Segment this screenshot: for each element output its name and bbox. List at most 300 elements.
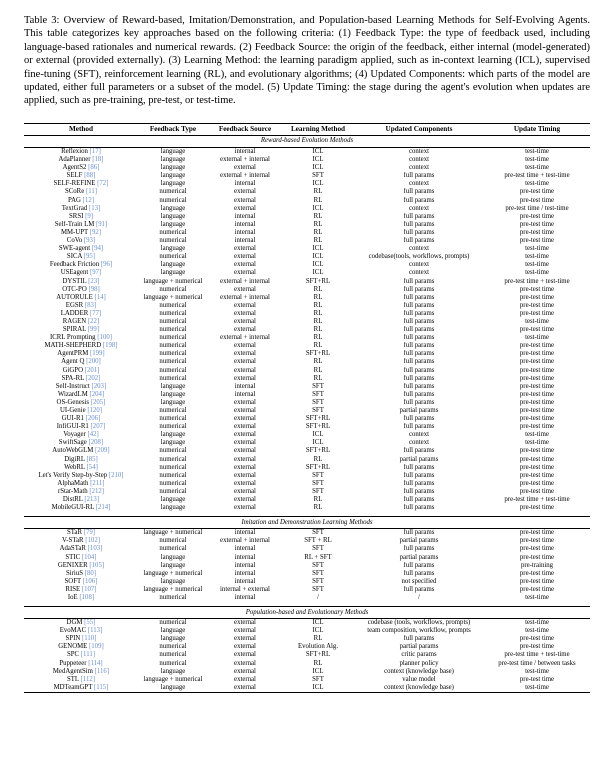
citation-link[interactable]: [210] <box>108 471 124 479</box>
citation-link[interactable]: [113] <box>87 627 103 635</box>
cell-feedback-type: language <box>160 261 186 269</box>
cell-learning-method: SFT+RL <box>305 423 331 431</box>
cell-updated-components: full params <box>403 237 435 245</box>
cell-update-timing: pre-test time <box>519 350 555 358</box>
cell-feedback-type: language <box>160 204 186 212</box>
cell-feedback-type: numerical <box>159 651 187 659</box>
cell-feedback-source: external <box>234 196 256 204</box>
cell-method <box>24 229 138 237</box>
table-row <box>24 529 590 538</box>
cell-updated-components: full params <box>403 326 435 334</box>
table-row <box>24 619 590 628</box>
method-name: MM-UPT <box>60 228 89 236</box>
table-row <box>24 415 590 423</box>
cell-feedback-type: numerical <box>159 342 187 350</box>
cell-feedback-source: external <box>234 431 256 439</box>
method-name: GENOME <box>58 643 88 651</box>
cell-method <box>24 643 138 651</box>
citation-link[interactable]: [93] <box>83 237 96 245</box>
method-name: Self-Instruct <box>55 382 90 390</box>
cell-update-timing: pre-test time <box>519 487 555 495</box>
cell-feedback-type: language + numerical <box>143 569 203 577</box>
cell-update-timing: test-time <box>525 164 549 172</box>
citation-link[interactable]: [100] <box>97 334 113 342</box>
cell-feedback-type: language <box>160 148 186 155</box>
cell-learning-method: ICL <box>312 204 324 212</box>
table-row <box>24 229 590 237</box>
method-name: WizardLM <box>57 390 88 398</box>
cell-learning-method: SFT <box>312 390 324 398</box>
cell-feedback-source: internal <box>234 529 256 537</box>
cell-updated-components: planner policy <box>399 659 439 667</box>
method-name: AlphaMath <box>57 479 89 487</box>
method-name: GUI-R1 <box>61 415 84 423</box>
cell-feedback-type: numerical <box>159 407 187 414</box>
cell-updated-components: context <box>408 431 429 439</box>
cell-feedback-source: internal <box>234 382 256 390</box>
cell-updated-components: full params <box>403 504 435 512</box>
citation-link[interactable]: [206] <box>85 415 101 423</box>
citation-link[interactable]: [112] <box>80 675 96 683</box>
cell-learning-method: SFT+RL <box>305 415 331 423</box>
citation-link[interactable]: [14] <box>94 293 106 301</box>
table-row <box>24 488 590 496</box>
cell-feedback-source: external <box>234 463 256 471</box>
method-name: SiriuS <box>65 569 83 577</box>
cell-learning-method: SFT <box>312 529 324 537</box>
cell-feedback-type: language <box>138 684 208 693</box>
citation-link[interactable]: [198] <box>102 342 118 350</box>
cell-feedback-type: language <box>160 269 186 277</box>
table-row <box>24 660 590 668</box>
cell-learning-method: SFT + RL <box>304 537 332 545</box>
cell-feedback-type: language <box>160 180 186 188</box>
method-name: EvoMAC <box>59 627 87 635</box>
table-row <box>24 148 590 157</box>
cell-update-timing: pre-test time <box>519 309 555 317</box>
cell-update-timing: pre-test time <box>519 585 555 593</box>
citation-link[interactable]: [212] <box>89 487 105 495</box>
cell-feedback-source: internal <box>234 228 256 236</box>
cell-method <box>24 676 138 684</box>
method-name: SRSI <box>69 212 84 220</box>
cell-learning-method: SFT <box>312 407 324 414</box>
table-row <box>24 197 590 205</box>
method-name: ICRL Prompting <box>49 334 96 342</box>
citation-link[interactable]: [86] <box>88 164 100 172</box>
cell-method <box>24 269 138 277</box>
cell-feedback-source: external <box>234 504 256 512</box>
citation-link[interactable]: [11] <box>85 188 98 196</box>
cell-feedback-source: internal <box>234 577 256 585</box>
citation-link[interactable]: [9] <box>85 212 93 220</box>
table-row <box>24 431 590 439</box>
cell-feedback-type: numerical <box>159 350 187 358</box>
cell-update-timing: pre-test time <box>519 212 555 220</box>
cell-method <box>24 399 138 407</box>
citation-link[interactable]: [203] <box>91 382 107 390</box>
cell-update-timing: pre-test time <box>519 455 555 463</box>
citation-link[interactable]: [207] <box>90 423 106 431</box>
table-row <box>24 570 590 578</box>
cell-feedback-source: external <box>234 675 256 683</box>
citation-link[interactable]: [97] <box>89 269 102 277</box>
cell-updated-components: full params <box>403 285 435 293</box>
cell-method <box>24 148 138 157</box>
cell-feedback-type: numerical <box>159 334 187 342</box>
cell-learning-method: ICL <box>312 431 324 439</box>
citation-link[interactable]: [95] <box>83 253 96 261</box>
cell-feedback-source: internal <box>234 569 256 577</box>
cell-feedback-type: language <box>160 390 186 398</box>
citation-link[interactable]: [106] <box>82 577 98 585</box>
cell-feedback-type: language <box>160 577 186 585</box>
cell-updated-components: full params <box>403 585 435 593</box>
cell-learning-method: RL <box>313 326 323 334</box>
cell-feedback-type: numerical <box>159 326 187 334</box>
cell-update-timing: pre-test time <box>519 569 555 577</box>
table-row <box>24 447 590 455</box>
cell-learning-method: ICL <box>312 156 324 164</box>
cell-feedback-source: external <box>234 619 256 627</box>
cell-updated-components: full params <box>403 390 435 398</box>
citation-link[interactable]: [80] <box>84 569 97 577</box>
citation-link[interactable]: [88] <box>84 172 96 180</box>
cell-learning-method: SFT <box>312 577 324 585</box>
cell-update-timing: test-time <box>525 317 549 325</box>
cell-learning-method: RL <box>313 317 323 325</box>
cell-feedback-source: external <box>234 374 256 382</box>
cell-learning-method: RL <box>313 374 323 382</box>
citation-link[interactable]: [55] <box>84 619 96 627</box>
cell-feedback-source: external <box>234 285 256 293</box>
cell-updated-components: value model <box>402 675 436 683</box>
section-header-row <box>24 607 590 619</box>
cell-learning-method: RL <box>313 366 323 374</box>
method-name: MobileGUI-RL <box>51 504 94 512</box>
cell-update-timing: test-time <box>525 148 549 155</box>
cell-learning-method: RL <box>313 455 323 463</box>
cell-method <box>24 456 138 464</box>
citation-link[interactable]: [54] <box>86 463 98 471</box>
table-row <box>24 156 590 164</box>
cell-feedback-source: internal <box>234 180 256 188</box>
citation-link[interactable]: [115] <box>93 683 109 691</box>
cell-updated-components: full params <box>403 196 435 204</box>
method-name: SPC <box>66 651 80 659</box>
cell-method <box>24 375 138 383</box>
cell-update-timing: pre-test time / between tasks <box>498 659 576 667</box>
method-name: Let's Verify Step-by-Step <box>38 471 108 479</box>
cell-learning-method: ICL <box>312 269 324 277</box>
cell-updated-components: full params <box>403 471 435 479</box>
method-name: Agent Q <box>61 358 85 366</box>
cell-feedback-source: external <box>234 651 256 659</box>
table-row <box>24 627 590 635</box>
cell-learning-method: ICL <box>312 148 324 155</box>
cell-learning-method: ICL <box>312 253 324 261</box>
cell-learning-method: RL <box>313 358 323 366</box>
method-name: IoE <box>67 593 78 601</box>
cell-method <box>24 423 138 431</box>
citation-link[interactable]: [13] <box>88 204 101 212</box>
cell-learning-method: ICL <box>312 627 324 635</box>
cell-feedback-source: external <box>234 479 256 487</box>
cell-feedback-type: language <box>160 504 186 512</box>
cell-update-timing: pre-test time <box>519 326 555 334</box>
cell-update-timing: pre-test time + test-time <box>504 277 570 285</box>
citation-link[interactable]: [111] <box>80 651 95 659</box>
cell-update-timing: test-time <box>525 627 549 635</box>
citation-link[interactable]: [211] <box>90 479 105 487</box>
citation-link[interactable]: [109] <box>89 643 104 651</box>
cell-feedback-type: language <box>160 635 186 643</box>
cell-method <box>24 627 138 635</box>
cell-feedback-type: language <box>160 627 186 635</box>
citation-link[interactable]: [213] <box>84 496 100 504</box>
cell-update-timing: test-time <box>525 269 549 277</box>
citation-link[interactable]: [23] <box>88 277 100 285</box>
cell-learning-method: RL <box>313 237 323 245</box>
cell-feedback-type: language <box>160 220 186 228</box>
citation-link[interactable]: [96] <box>100 261 113 269</box>
cell-method <box>24 537 138 545</box>
cell-learning-method: RL <box>313 635 323 643</box>
table-row <box>24 245 590 253</box>
citation-link[interactable]: [83] <box>84 301 97 309</box>
citation-link[interactable]: [107] <box>81 585 97 593</box>
cell-updated-components: full params <box>403 212 435 220</box>
caption-label: Table 3: <box>24 15 60 26</box>
table-row <box>24 496 590 504</box>
cell-update-timing: pre-test time <box>519 228 555 236</box>
cell-learning-method: SFT <box>312 545 324 553</box>
method-name: DistRL <box>62 496 83 504</box>
cell-feedback-type: language <box>160 172 186 180</box>
cell-feedback-source: external <box>234 398 256 406</box>
cell-method <box>24 668 138 676</box>
citation-link[interactable]: [42] <box>87 431 99 439</box>
cell-updated-components: context <box>408 204 429 212</box>
cell-feedback-source: external <box>208 684 282 693</box>
cell-learning-method: RL <box>313 285 323 293</box>
cell-learning-method: ICL <box>312 261 324 269</box>
cell-method <box>24 367 138 375</box>
table-row <box>24 399 590 407</box>
citation-link[interactable]: [72] <box>97 180 109 188</box>
cell-feedback-source: internal <box>234 212 256 220</box>
table-row <box>24 310 590 318</box>
table-row <box>24 668 590 676</box>
cell-method <box>24 391 138 399</box>
cell-feedback-source: external <box>234 455 256 463</box>
cell-updated-components: codebase(tools, workflows, prompts) <box>368 253 470 261</box>
cell-feedback-type: language <box>160 496 186 504</box>
cell-feedback-source: external + internal <box>220 334 270 342</box>
cell-feedback-source: external <box>234 635 256 643</box>
cell-updated-components: full params <box>403 423 435 431</box>
cell-feedback-source: external <box>234 627 256 635</box>
header-updated-components: Updated Components <box>354 124 484 136</box>
cell-feedback-type: language <box>160 667 186 675</box>
citation-link[interactable]: [99] <box>87 326 100 334</box>
cell-feedback-type: numerical <box>159 309 187 317</box>
cell-update-timing: test-time <box>525 261 549 269</box>
citation-link[interactable]: [199] <box>89 350 105 358</box>
citation-link[interactable]: [200] <box>86 358 101 366</box>
cell-update-timing: pre-test time <box>519 358 555 366</box>
citation-link[interactable]: [120] <box>87 407 103 414</box>
cell-updated-components: partial params <box>399 455 439 463</box>
citation-link[interactable]: [94] <box>91 245 104 253</box>
cell-method <box>24 383 138 391</box>
cell-updated-components: context <box>408 439 429 447</box>
cell-method <box>24 480 138 488</box>
cell-feedback-source: external <box>234 439 256 447</box>
citation-link[interactable]: [98] <box>88 285 100 293</box>
cell-learning-method: SFT+RL <box>305 350 331 358</box>
table-row <box>24 269 590 277</box>
table-row <box>24 676 590 684</box>
citation-link[interactable]: [12] <box>82 196 94 204</box>
cell-method <box>24 684 138 693</box>
cell-feedback-type: language + numerical <box>143 529 203 537</box>
header-learning-method: Learning Method <box>282 124 354 136</box>
cell-update-timing: pre-test time <box>519 293 555 301</box>
cell-feedback-type: numerical <box>159 253 187 261</box>
citation-link[interactable]: [79] <box>83 529 96 537</box>
citation-link[interactable]: [17] <box>89 148 101 155</box>
citation-link[interactable]: [205] <box>90 398 106 406</box>
cell-update-timing: test-time <box>525 439 549 447</box>
citation-link[interactable]: [110] <box>81 635 97 643</box>
method-name: MDTeamGPT <box>53 683 93 691</box>
cell-updated-components: full params <box>403 172 435 180</box>
cell-update-timing: test-time <box>525 245 549 253</box>
method-name: GENIXER <box>57 561 88 569</box>
cell-update-timing: pre-test time <box>519 390 555 398</box>
cell-feedback-source: internal <box>234 390 256 398</box>
cell-update-timing: pre-test time <box>519 382 555 390</box>
cell-feedback-source: external <box>234 350 256 358</box>
citation-link[interactable]: [91] <box>95 220 108 228</box>
table-row <box>24 407 590 415</box>
cell-method <box>24 237 138 245</box>
cell-method <box>24 660 138 668</box>
cell-update-timing: test-time <box>525 667 549 675</box>
citation-link[interactable]: [201] <box>84 366 100 374</box>
cell-feedback-source: external <box>234 317 256 325</box>
cell-method <box>24 439 138 447</box>
table-row <box>24 350 590 358</box>
cell-feedback-source: external <box>234 496 256 504</box>
citation-link[interactable]: [18] <box>92 156 104 164</box>
cell-update-timing: test-time <box>525 431 549 439</box>
cell-method <box>24 261 138 269</box>
cell-update-timing: pre-test time + test-time <box>504 651 570 659</box>
cell-learning-method: RL <box>313 212 323 220</box>
cell-update-timing: pre-test time <box>519 504 555 512</box>
citation-link[interactable]: [77] <box>89 309 102 317</box>
table-row <box>24 294 590 302</box>
cell-method <box>24 205 138 213</box>
citation-link[interactable]: [104] <box>81 553 97 561</box>
cell-updated-components: full params <box>403 342 435 350</box>
citation-link[interactable]: [22] <box>87 317 100 325</box>
cell-learning-method: SFT <box>312 675 324 683</box>
table-row <box>24 302 590 310</box>
cell-updated-components: critic params <box>401 651 437 659</box>
table-row <box>24 164 590 172</box>
cell-method <box>24 286 138 294</box>
section-title: Population-based and Evolutionary Methods <box>24 607 590 619</box>
cell-feedback-type: numerical <box>159 619 187 627</box>
method-name: Reflexion <box>61 148 88 155</box>
cell-learning-method: ICL <box>282 684 354 693</box>
cell-update-timing: pre-test time <box>519 471 555 479</box>
cell-feedback-type: language <box>160 553 186 561</box>
cell-feedback-type: numerical <box>159 537 187 545</box>
cell-update-timing: pre-test time <box>519 407 555 414</box>
citation-link[interactable]: [114] <box>88 659 103 667</box>
cell-feedback-source: external <box>234 667 256 675</box>
cell-updated-components: context <box>408 245 429 253</box>
table-row <box>24 383 590 391</box>
cell-updated-components: full params <box>403 220 435 228</box>
cell-learning-method: SFT <box>312 479 324 487</box>
cell-feedback-type: numerical <box>159 479 187 487</box>
cell-learning-method: RL <box>313 228 323 236</box>
cell-learning-method: RL <box>313 293 323 301</box>
table-row <box>24 253 590 261</box>
cell-method <box>24 651 138 659</box>
citation-link[interactable]: [116] <box>94 667 110 675</box>
citation-link[interactable]: [204] <box>89 390 105 398</box>
citation-link[interactable]: [209] <box>94 447 110 455</box>
method-name: AgentPRM <box>57 350 89 358</box>
citation-link[interactable]: [108] <box>79 593 95 601</box>
citation-link[interactable]: [202] <box>85 374 101 382</box>
citation-link[interactable]: [105] <box>89 561 105 569</box>
cell-update-timing: pre-test time + test-time <box>504 172 570 180</box>
cell-updated-components: not specified <box>401 577 437 585</box>
citation-link[interactable]: [103] <box>87 545 103 553</box>
citation-link[interactable]: [208] <box>88 439 104 447</box>
table-row <box>24 172 590 180</box>
methods-table <box>24 123 590 693</box>
method-name: SELF-REFINE <box>53 180 96 188</box>
cell-feedback-type: numerical <box>159 188 187 196</box>
cell-feedback-type: numerical <box>159 228 187 236</box>
cell-learning-method: SFT <box>312 561 324 569</box>
cell-feedback-source: internal <box>234 237 256 245</box>
citation-link[interactable]: [102] <box>85 537 100 545</box>
cell-method <box>24 221 138 229</box>
method-name: CoVo <box>66 237 83 245</box>
cell-update-timing: test-time <box>525 334 549 342</box>
cell-method <box>24 447 138 455</box>
citation-link[interactable]: [214] <box>95 504 111 512</box>
method-name: MedAgentSim <box>52 667 93 675</box>
citation-link[interactable]: [85] <box>86 455 98 463</box>
cell-update-timing: pre-test time / test-time <box>505 204 569 212</box>
citation-link[interactable]: [92] <box>89 228 102 236</box>
cell-learning-method: SFT <box>312 585 324 593</box>
cell-update-timing: pre-test time <box>519 398 555 406</box>
cell-feedback-type: numerical <box>159 237 187 245</box>
table-row <box>24 221 590 229</box>
cell-feedback-source: external + internal <box>220 156 270 164</box>
